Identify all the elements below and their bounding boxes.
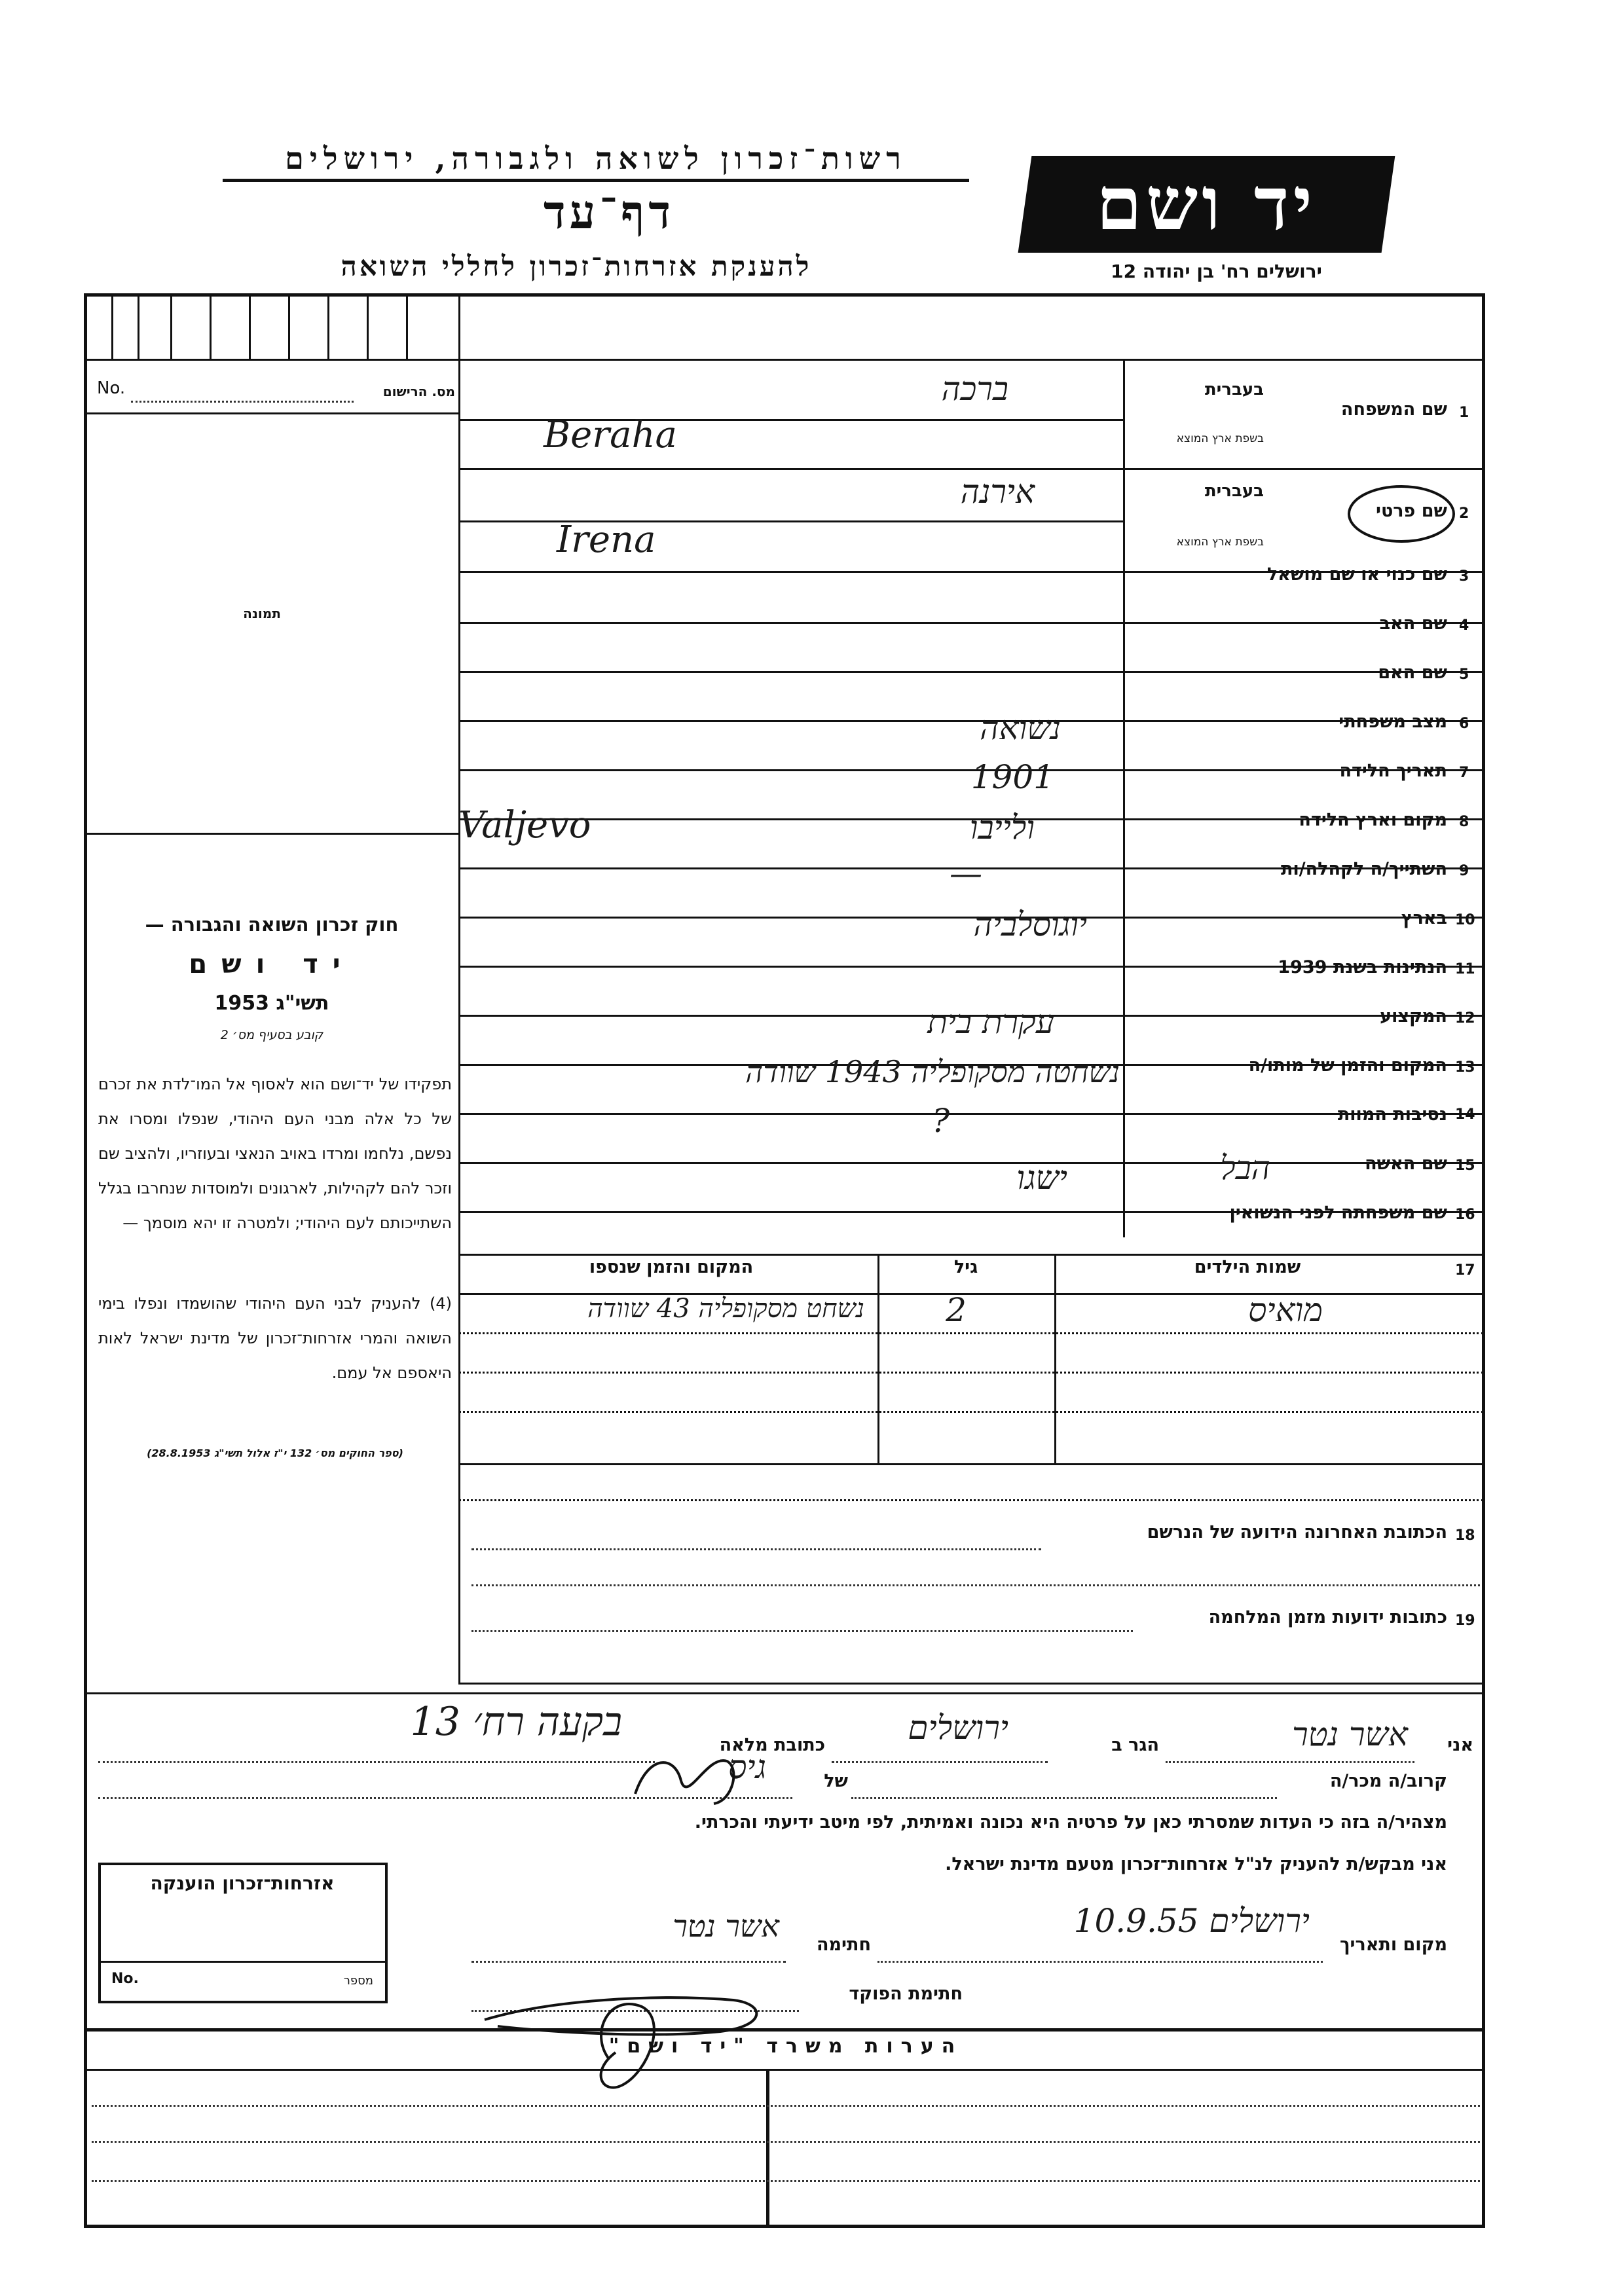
registration-row-bottom xyxy=(85,412,460,414)
row-line xyxy=(458,468,1484,470)
address-line xyxy=(471,1584,1480,1586)
law-year: תשי"ג 1953 xyxy=(214,992,329,1015)
law-title: חוק זכרון השואה והגבורה — xyxy=(145,913,399,936)
strip-cell xyxy=(327,295,329,360)
field-label-citizenship: הנתינות בשנת 1939 xyxy=(1278,957,1447,977)
child-death-place: נשחט מסקופליה 43 שוודה xyxy=(587,1294,864,1324)
form-subtitle: להענקת אזרחות־זכרון לחללי השואה xyxy=(341,250,812,282)
decl-line xyxy=(832,1761,1048,1763)
decl-full-address-label: כתובת מלאה xyxy=(719,1735,825,1755)
value-family-name-hebrew: ברכה xyxy=(941,370,1008,408)
decl-place-date-label: מקום ותאריך xyxy=(1339,1935,1447,1955)
value-first-name-origin: Irena xyxy=(557,519,656,561)
decl-line xyxy=(1166,1761,1414,1763)
decl-full-address-value: בקעה רח׳ 13 xyxy=(410,1699,622,1745)
logo-text: יד ושם xyxy=(1096,161,1317,247)
relative-signature-scribble xyxy=(629,1741,760,1813)
remarks-divider xyxy=(766,2069,769,2226)
hebrew-sublabel: בעברית xyxy=(1204,481,1264,501)
decl-official-signature-label: חתימת הפוקד xyxy=(849,1984,963,2004)
row-line xyxy=(458,1499,1484,1501)
decl-line xyxy=(851,1797,1277,1799)
field-number: 5 xyxy=(1459,666,1469,683)
field-label-family-name: שם המשפחה xyxy=(1340,399,1447,420)
value-birth-place-hebrew: ולייבו xyxy=(969,809,1035,847)
left-column-divider xyxy=(458,295,460,845)
remarks-title: הערות משרד "יד ושם" xyxy=(608,2035,963,2058)
field-label-death-place: המקום והזמן של מותו/ה xyxy=(1248,1055,1447,1076)
strip-cell xyxy=(170,295,172,360)
strip-cell xyxy=(249,295,251,360)
value-death-circumstances: ? xyxy=(932,1102,950,1140)
field-number: 2 xyxy=(1459,505,1469,522)
decl-i-label: אני xyxy=(1447,1735,1473,1755)
field-number: 7 xyxy=(1459,765,1469,781)
law-source: (ספר החוקים מס׳ 132 י"ז אלול תשי"ג 28.8.1953) xyxy=(147,1447,403,1459)
field-label-birth-date: תאריך הלידה xyxy=(1339,761,1447,781)
field-label-last-address: הכתובת האחרונה הידועה של הנרשם xyxy=(1147,1522,1447,1542)
row-line xyxy=(458,1683,1484,1685)
value-community: — xyxy=(950,854,982,892)
field-label-wife: שם האשה xyxy=(1365,1154,1447,1174)
law-name: יד ושם xyxy=(189,949,355,979)
remarks-header-bottom xyxy=(85,2069,1484,2071)
origin-sublabel: בשפת ארץ המוצא xyxy=(1176,536,1264,549)
field-label-war-addresses: כתובות ידועות מזמן המלחמה xyxy=(1208,1607,1447,1628)
field-label-nickname: שם כנוי או שם מושאל xyxy=(1266,564,1447,585)
child-name: מואיס xyxy=(1248,1291,1323,1329)
field-number: 13 xyxy=(1455,1059,1475,1076)
children-row-line xyxy=(458,1372,1484,1374)
value-maiden-name: ישגו xyxy=(1016,1159,1067,1197)
children-table-bottom xyxy=(458,1463,1484,1465)
field-number: 18 xyxy=(1455,1527,1475,1544)
photo-area-bottom xyxy=(85,833,460,835)
origin-sublabel: בשפת ארץ המוצא xyxy=(1176,432,1264,445)
top-strip-bottom xyxy=(85,359,1484,361)
field-label-maiden-name: שם משפחתה לפני הנשואין xyxy=(1229,1203,1447,1223)
field-label-father: שם האב xyxy=(1379,613,1447,634)
children-row-line xyxy=(458,1411,1484,1413)
citizenship-number-label: מספר xyxy=(343,1974,373,1988)
field-number: 15 xyxy=(1455,1157,1475,1174)
declaration-top xyxy=(85,1692,1484,1694)
value-country: יוגוסלביה xyxy=(973,905,1087,943)
decl-witness-name: אשר נטר xyxy=(1292,1715,1408,1753)
left-column-divider-lower xyxy=(458,833,460,1684)
decl-of-label: של xyxy=(824,1771,848,1791)
child-age: 2 xyxy=(946,1291,967,1329)
value-first-name-hebrew: אירנה xyxy=(960,473,1035,511)
decl-line xyxy=(877,1961,1323,1963)
field-number: 1 xyxy=(1459,405,1469,421)
decl-resides-label: הגר ב xyxy=(1111,1735,1159,1755)
address-line xyxy=(471,1630,1133,1632)
decl-statement-2: אני מבקש/ת להעניק לנ"ל אזרחות־זכרון מטעם מדינת ישראל. xyxy=(945,1854,1447,1874)
field-label-country: בארץ xyxy=(1401,908,1447,928)
field-number: 16 xyxy=(1455,1207,1475,1223)
law-section: קובע בסעיף מס׳ 2 xyxy=(220,1028,323,1042)
strip-cell xyxy=(288,295,290,360)
value-birth-date: 1901 xyxy=(970,758,1054,796)
citizenship-no-label: No. xyxy=(111,1971,139,1987)
strip-cell xyxy=(406,295,408,360)
row-line xyxy=(458,1254,1484,1256)
decl-signature-value: אשר נטר xyxy=(673,1908,779,1944)
children-col-divider xyxy=(877,1254,879,1463)
remarks-line xyxy=(92,2141,1480,2143)
decl-signature-label: חתימה xyxy=(816,1935,871,1955)
children-header-place: המקום והזמן שנספו xyxy=(589,1257,754,1277)
value-wife-name: הבל xyxy=(1220,1149,1270,1187)
citizenship-box-title: אזרחות־זכרון הוענקה xyxy=(150,1872,335,1894)
yad-vashem-logo xyxy=(1018,156,1395,253)
hebrew-sublabel: בעברית xyxy=(1204,380,1264,399)
field-number: 6 xyxy=(1459,716,1469,732)
remarks-line xyxy=(92,2105,1480,2107)
remarks-line xyxy=(92,2180,1480,2182)
field-label-occupation: המקצוע xyxy=(1380,1006,1447,1027)
law-text-2: (4) להעניק לבני העם היהודי שהושמדו ונפלו בימי השואה והמרי אזרחות־זכרון של מדינת ישראל לאות היאספם אל עמם. xyxy=(98,1294,452,1382)
decl-relative-value: גיס xyxy=(728,1748,766,1786)
value-family-name-origin: Beraha xyxy=(544,414,677,456)
field-number: 19 xyxy=(1455,1613,1475,1629)
field-number: 9 xyxy=(1459,863,1469,879)
field-label-mother: שם האם xyxy=(1378,663,1447,683)
field-label-first-name: שם פרטי xyxy=(1376,501,1447,521)
children-col-divider xyxy=(1054,1254,1056,1463)
label-column-divider xyxy=(1123,360,1125,1237)
strip-cell xyxy=(210,295,212,360)
field-number: 10 xyxy=(1455,912,1475,928)
children-row-line xyxy=(458,1332,1484,1334)
field-number: 17 xyxy=(1455,1262,1475,1279)
law-text-1: תפקידו של יד־ושם הוא לאסוף אל המו־לדת את זכרם של כל אלה מבני העם היהודי, שנפלו ומסרו את נפשם, נלחמו ומרדו באויב הנאצי ובעוזריו, ולהציב שם וזכר להם לקהילות, לארגונים ולמוסדות שנחרבו בגלל השתייכותם לעם היהודי; ולמטרה זו יהא מוסמך — xyxy=(98,1075,452,1232)
decl-place-date-value: ירושלים 10.9.55 xyxy=(1073,1902,1310,1940)
field-label-death-circumstances: נסיבות המוות xyxy=(1337,1104,1447,1125)
value-birth-place-origin: Valjevo xyxy=(458,804,591,847)
address-line xyxy=(471,1548,1041,1550)
citizenship-box-divider xyxy=(101,1961,385,1963)
field-number: 8 xyxy=(1459,814,1469,830)
remarks-top xyxy=(85,2028,1484,2032)
value-occupation: עקרת בית xyxy=(927,1003,1054,1041)
children-header-age: גיל xyxy=(953,1257,978,1277)
decl-relative-label: קרוב/ה מכר/ה xyxy=(1329,1771,1447,1791)
decl-statement-1: מצהיר/ה בזה כי העדות שמסרתי כאן על פרטיה היא נכונה ואמיתית, לפי מיטב ידיעתי והכרתי. xyxy=(694,1812,1447,1832)
value-marital-status: נשואה xyxy=(980,709,1061,747)
registration-no-line xyxy=(131,401,354,403)
form-title: דף־עד xyxy=(543,185,674,239)
photo-label: תמונה xyxy=(243,606,281,621)
field-number: 3 xyxy=(1459,568,1469,585)
field-label-community: השתייך/ה לקהלה/ות xyxy=(1281,859,1447,879)
decl-resides-value: ירושלים xyxy=(908,1709,1008,1747)
field-number: 4 xyxy=(1459,617,1469,634)
circle-annotation xyxy=(1342,478,1460,550)
field-number: 12 xyxy=(1455,1010,1475,1027)
registration-label: מס. הרישום xyxy=(382,384,455,399)
strip-cell xyxy=(138,295,139,360)
field-label-birth-place: מקום וארץ הלידה xyxy=(1299,810,1447,830)
children-header-names: שמות הילדים xyxy=(1194,1257,1301,1277)
address-header: ירושלים רח' בן יהודה 12 xyxy=(1111,261,1322,282)
registration-no-label: No. xyxy=(97,378,126,398)
decl-line xyxy=(98,1761,655,1763)
value-death-place-time: נשחטה מסקופליה 1943 שוודה xyxy=(745,1054,1120,1089)
authority-title: רשות־זכרון לשואה ולגבורה, ירושלים xyxy=(223,141,969,182)
field-label-marital: מצב משפחתי xyxy=(1338,712,1447,732)
field-number: 14 xyxy=(1455,1106,1475,1123)
strip-cell xyxy=(367,295,369,360)
field-number: 11 xyxy=(1455,961,1475,977)
strip-cell xyxy=(111,295,113,360)
